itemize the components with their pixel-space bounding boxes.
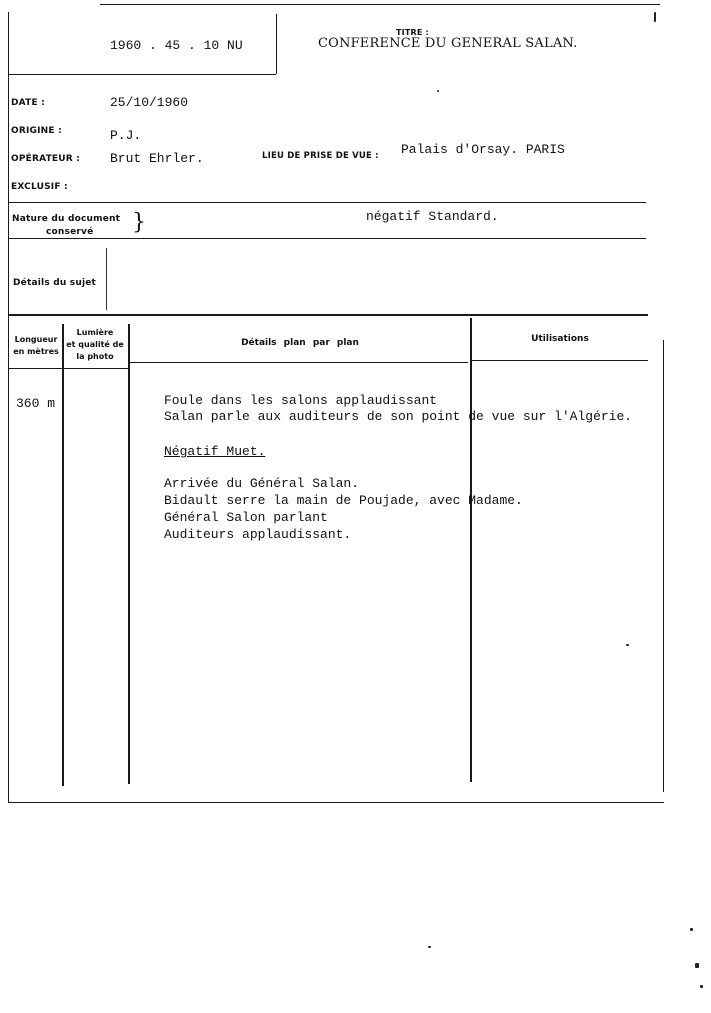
header-utilisations: Utilisations xyxy=(531,334,589,344)
exclusif-label: EXCLUSIF : xyxy=(11,182,68,192)
scan-speck xyxy=(654,12,656,22)
table-header-divider-right xyxy=(472,360,648,361)
table-header-divider-mid xyxy=(130,362,468,363)
length-value: 360 m xyxy=(16,396,56,411)
nature-top-line xyxy=(8,202,646,203)
header-lumiere-line1: Lumière xyxy=(76,328,114,337)
reference-number: 1960 . 45 . 10 NU xyxy=(110,38,243,53)
header-lumiere xyxy=(64,327,126,363)
details-sujet-bottom-line xyxy=(8,314,648,316)
frame-right-border xyxy=(663,340,664,792)
table-header-divider-left xyxy=(8,368,128,369)
header-lumiere-line2: et qualité de xyxy=(66,340,124,349)
document-title: CONFERENCE DU GENERAL SALAN. xyxy=(318,36,578,51)
header-longueur-line1: Longueur xyxy=(14,335,58,344)
operateur-label: OPÉRATEUR : xyxy=(11,154,81,164)
header-lumiere-line3: la photo xyxy=(76,352,114,361)
operateur-value: Brut Ehrler. xyxy=(110,151,204,166)
scan-speck xyxy=(700,985,703,988)
plan-line-7: Auditeurs applaudissant. xyxy=(164,527,352,542)
nature-brace: } xyxy=(132,210,146,235)
header-longueur xyxy=(10,334,62,358)
nature-label-line1: Nature du document xyxy=(12,214,121,224)
frame-left-border xyxy=(8,12,9,802)
frame-bottom-border xyxy=(8,802,664,803)
scan-speck xyxy=(626,644,629,646)
nature-label-line2: conservé xyxy=(46,227,94,237)
details-sujet-label: Détails du sujet xyxy=(13,278,97,288)
nature-bottom-line xyxy=(8,238,646,239)
column-line-2 xyxy=(128,324,130,784)
scan-speck xyxy=(695,963,699,968)
plan-line-6: Général Salon parlant xyxy=(164,510,328,525)
plan-line-negatif-muet: Négatif Muet. xyxy=(164,444,266,459)
column-line-3 xyxy=(470,318,472,782)
header-longueur-line2: en mètres xyxy=(13,347,59,356)
details-sujet-brace-line xyxy=(106,248,107,310)
reference-box-bottom xyxy=(8,74,276,75)
lieu-value: Palais d'Orsay. PARIS xyxy=(401,142,565,157)
plan-line-4: Arrivée du Général Salan. xyxy=(164,476,360,491)
origine-label: ORIGINE : xyxy=(11,126,62,136)
plan-line-1: Foule dans les salons applaudissant xyxy=(164,393,438,408)
column-line-1 xyxy=(62,324,64,786)
date-label: DATE : xyxy=(11,98,45,108)
reference-box-right xyxy=(276,14,277,74)
scan-speck xyxy=(437,90,439,92)
scan-speck xyxy=(428,946,431,948)
scan-speck xyxy=(690,928,693,931)
plan-line-2: Salan parle aux auditeurs de son point de vue sur l'Algérie. xyxy=(164,409,633,424)
lieu-label: LIEU DE PRISE DE VUE : xyxy=(262,151,379,161)
plan-line-5: Bidault serre la main de Poujade, avec Madame. xyxy=(164,493,523,508)
header-details-plan: Détails plan par plan xyxy=(241,338,359,348)
origine-value: P.J. xyxy=(110,128,142,143)
title-label: TITRE : xyxy=(396,28,429,37)
date-value: 25/10/1960 xyxy=(110,95,189,110)
nature-value: négatif Standard. xyxy=(366,209,499,224)
frame-top-border xyxy=(100,4,660,5)
